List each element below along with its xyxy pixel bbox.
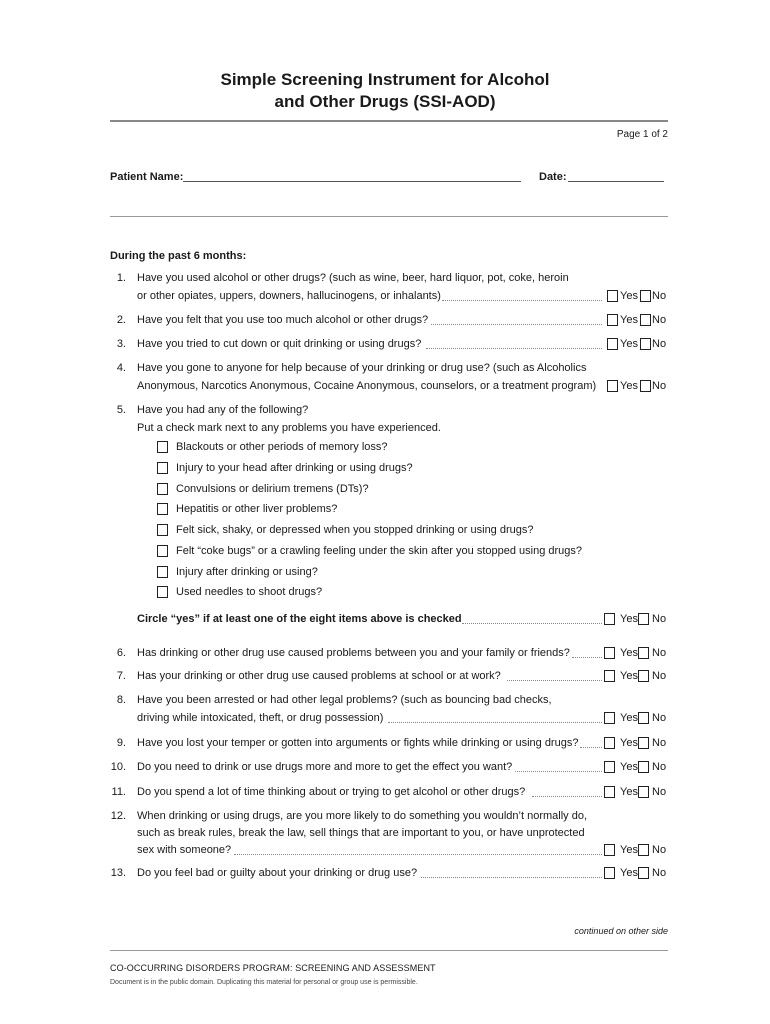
no-label: No [652,712,667,724]
leader-dots [462,623,602,624]
question-number: 4. [116,362,126,374]
no-checkbox[interactable] [640,314,651,326]
leader-dots [442,300,602,301]
question-number: 10. [110,761,126,773]
patient-name-label: Patient Name: [110,171,184,183]
form-title-line-2: and Other Drugs (SSI-AOD) [274,92,496,111]
no-label: No [652,613,667,625]
leader-dots [580,747,602,748]
no-checkbox[interactable] [638,867,649,879]
yes-checkbox[interactable] [604,670,615,682]
problem-item: Blackouts or other periods of memory loss? [176,441,388,453]
yes-checkbox[interactable] [607,338,618,350]
no-label: No [652,737,667,749]
problem-checkbox[interactable] [157,524,168,536]
problem-checkbox[interactable] [157,586,168,598]
yes-label: Yes [620,314,638,326]
question-text: Have you gone to anyone for help because of your drinking or drug use? (such as Alcoholics [137,362,587,374]
problem-checkbox[interactable] [157,566,168,578]
yes-label: Yes [620,761,638,773]
question-number: 2. [116,314,126,326]
problem-item: Convulsions or delirium tremens (DTs)? [176,483,369,495]
question-text: sex with someone? [137,844,232,856]
problem-item: Injury after drinking or using? [176,566,318,578]
yes-checkbox[interactable] [604,737,615,749]
yes-checkbox[interactable] [604,761,615,773]
yes-label: Yes [620,712,638,724]
question-number: 6. [116,647,126,659]
page-number: Page 1 of 2 [616,129,668,140]
leader-dots [572,657,602,658]
leader-dots [507,680,602,681]
question-number: 7. [116,670,126,682]
problem-item: Felt sick, shaky, or depressed when you stopped drinking or using drugs? [176,524,534,536]
yes-label: Yes [620,670,638,682]
question-text: Have you used alcohol or other drugs? (such as wine, beer, hard liquor, pot, coke, heroin [137,272,569,284]
no-label: No [652,338,667,350]
no-label: No [652,844,667,856]
question-text: Anonymous, Narcotics Anonymous, Cocaine Anonymous, counselors, or a treatment program) [137,380,597,392]
section-heading: During the past 6 months: [110,250,247,262]
yes-checkbox[interactable] [607,290,618,302]
yes-checkbox[interactable] [604,867,615,879]
footer-program: CO-OCCURRING DISORDERS PROGRAM: SCREENING AND ASSESSMENT [110,963,436,973]
yes-label: Yes [620,786,638,798]
problem-checkbox[interactable] [157,462,168,474]
footer-note: Document is in the public domain. Duplicating this material for personal or group use is permissible. [110,979,418,986]
yes-label: Yes [620,647,638,659]
no-label: No [652,380,667,392]
circle-instruction: Circle “yes” if at least one of the eight items above is checked [137,613,462,625]
question-number: 8. [116,694,126,706]
question-text: such as break rules, break the law, sell things that are important to you, or have unprotected [137,827,585,839]
yes-label: Yes [620,613,638,625]
no-label: No [652,314,667,326]
problem-checkbox[interactable] [157,545,168,557]
leader-dots [421,877,602,878]
header-divider [110,216,668,217]
question-text: Do you feel bad or guilty about your drinking or drug use? [137,867,418,879]
no-label: No [652,290,667,302]
no-checkbox[interactable] [638,761,649,773]
question-text: Have you tried to cut down or quit drinking or using drugs? [137,338,422,350]
leader-dots [388,722,602,723]
question-number: 3. [116,338,126,350]
problem-checkbox[interactable] [157,503,168,515]
no-checkbox[interactable] [638,613,649,625]
question-text: Do you need to drink or use drugs more and more to get the effect you want? [137,761,513,773]
yes-checkbox[interactable] [604,786,615,798]
problem-item: Used needles to shoot drugs? [176,586,323,598]
question-text: Have you felt that you use too much alcohol or other drugs? [137,314,429,326]
no-label: No [652,670,667,682]
leader-dots [515,771,602,772]
yes-checkbox[interactable] [604,712,615,724]
title-divider [110,120,668,122]
leader-dots [426,348,602,349]
yes-label: Yes [620,867,638,879]
question-text: Has drinking or other drug use caused problems between you and your family or friends? [137,647,570,659]
question-number: 5. [116,404,126,416]
question-text: Have you been arrested or had other legal problems? (such as bouncing bad checks, [137,694,552,706]
question-number: 13. [110,867,126,879]
yes-label: Yes [620,737,638,749]
question-text: When drinking or using drugs, are you more likely to do something you wouldn’t normally do, [137,810,588,822]
no-label: No [652,786,667,798]
question-text: or other opiates, uppers, downers, hallucinogens, or inhalants) [137,290,441,302]
no-checkbox[interactable] [638,786,649,798]
leader-dots [431,324,602,325]
yes-label: Yes [620,380,638,392]
problem-item: Hepatitis or other liver problems? [176,503,338,515]
leader-dots [532,796,602,797]
yes-checkbox[interactable] [604,647,615,659]
yes-label: Yes [620,290,638,302]
question-number: 11. [111,786,126,798]
problem-checkbox[interactable] [157,483,168,495]
yes-checkbox[interactable] [604,613,615,625]
no-label: No [652,647,667,659]
no-label: No [652,761,667,773]
patient-name-field[interactable] [183,181,521,182]
yes-checkbox[interactable] [604,844,615,856]
date-field[interactable] [568,181,664,182]
question-text: driving while intoxicated, theft, or drug possession) [137,712,384,724]
no-checkbox[interactable] [638,737,649,749]
question-text: Put a check mark next to any problems you have experienced. [137,422,441,434]
yes-label: Yes [620,844,638,856]
continued-note: continued on other side [574,926,668,936]
no-checkbox[interactable] [638,647,649,659]
footer-divider [110,950,668,951]
question-text: Do you spend a lot of time thinking about or trying to get alcohol or other drugs? [137,786,526,798]
problem-checkbox[interactable] [157,441,168,453]
question-number: 1. [116,272,126,284]
leader-dots [234,854,602,855]
form-title-line-1: Simple Screening Instrument for Alcohol [220,70,550,89]
no-checkbox[interactable] [638,844,649,856]
question-number: 12. [110,810,126,822]
problem-item: Injury to your head after drinking or using drugs? [176,462,413,474]
no-label: No [652,867,667,879]
yes-checkbox[interactable] [607,380,618,392]
yes-checkbox[interactable] [607,314,618,326]
no-checkbox[interactable] [640,380,651,392]
question-number: 9. [116,737,126,749]
date-label: Date: [539,171,567,183]
no-checkbox[interactable] [638,712,649,724]
no-checkbox[interactable] [640,338,651,350]
question-text: Has your drinking or other drug use caused problems at school or at work? [137,670,501,682]
no-checkbox[interactable] [638,670,649,682]
no-checkbox[interactable] [640,290,651,302]
yes-label: Yes [620,338,638,350]
problem-item: Felt “coke bugs” or a crawling feeling under the skin after you stopped using drugs? [176,545,583,557]
question-text: Have you lost your temper or gotten into arguments or fights while drinking or using drugs? [137,737,579,749]
question-text: Have you had any of the following? [137,404,309,416]
